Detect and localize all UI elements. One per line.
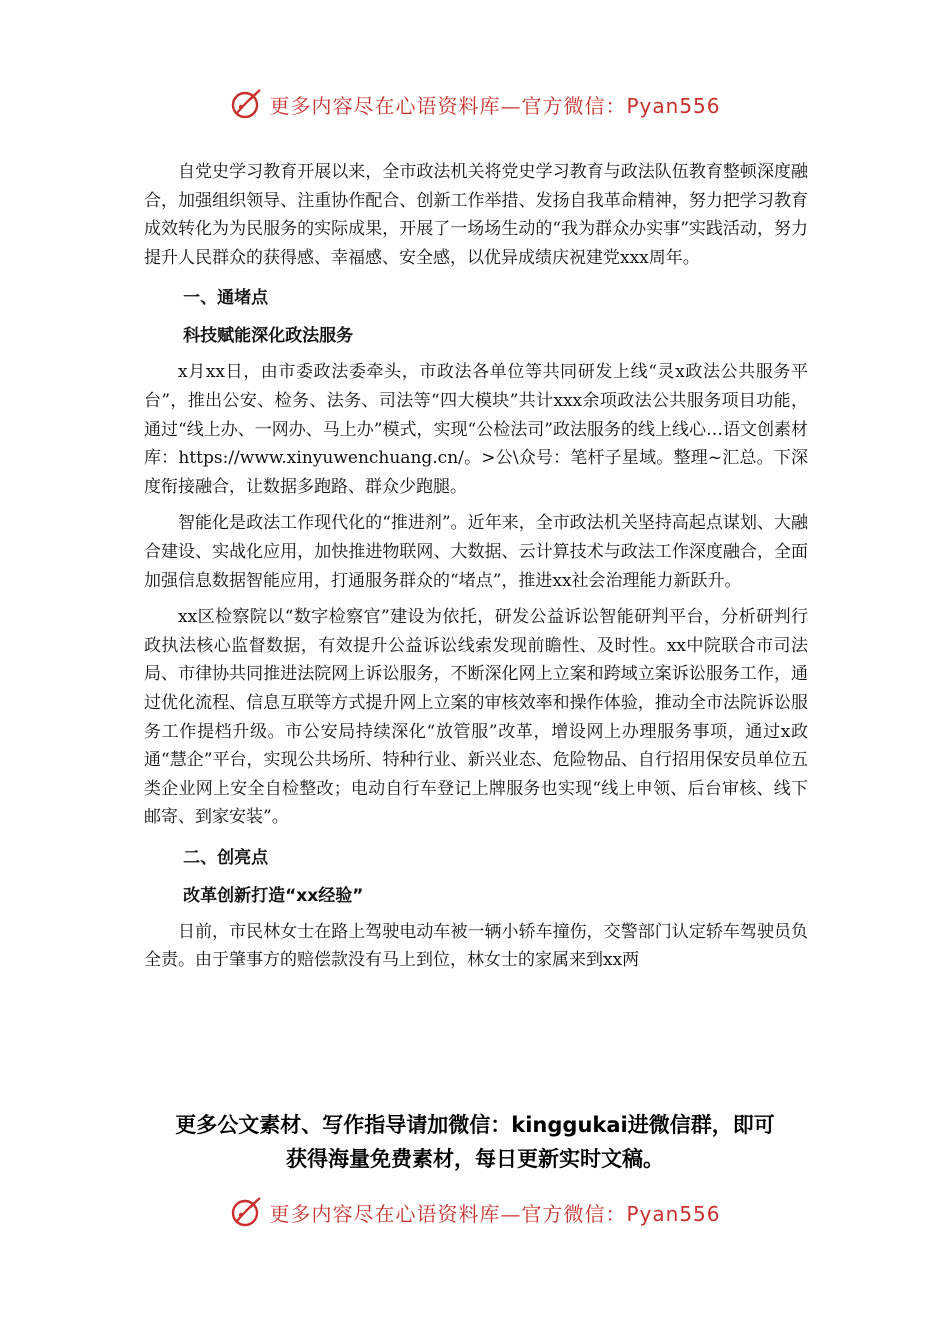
- section-2-paragraph-1: 日前，市民林女士在路上驾驶电动车被一辆小轿车撞伤，交警部门认定轿车驾驶员负全责。由于肇事方的赔偿款没有马上到位，林女士的家属来到xx两: [144, 921, 808, 971]
- section-1-paragraph-3: xx区检察院以“数字检察官”建设为依托，研发公益诉讼智能研判平台，分析研判行政执法核心监督数据，有效提升公益诉讼线索发现前瞻性、及时性。xx中院联合市司法局、市律协共同推进法院网上诉讼服务，不断深化网上立案和跨域立案诉讼服务工作，通过优化流程、信息互联等方式提升网上立案的审核效率和操作体验，推动全市法院诉讼服务工作提档升级。市公安局持续深化“放管服”改革，增设网上办理服务事项，通过x政通“慧企”平台，实现公共场所、特种行业、新兴业态、危险物品、自行招用保安员单位五类企业网上安全自检整改；电动自行车登记上牌服务也实现“线上申领、后台审核、线下邮寄、到家安装”。: [144, 607, 808, 828]
- promo-line-2: 获得海量免费素材，每日更新实时文稿。: [286, 1147, 664, 1171]
- intro-paragraph: 自党史学习教育开展以来，全市政法机关将党史学习教育与政法队伍教育整顿深度融合，加强组织领导、注重协作配合、创新工作举措、发扬自我革命精神，努力把学习教育成效转化为为民服务的实际成果，开展了一场场生动的“我为群众办实事”实践活动，努力提升人民群众的获得感、幸福感、安全感，以优异成绩庆祝建党xxx周年。: [144, 162, 808, 268]
- banner-text: [269, 1198, 720, 1227]
- footer-banner: [0, 1192, 950, 1232]
- promo-line-1: 更多公文素材、写作指导请加微信：kinggukai进微信群，即可: [175, 1113, 775, 1137]
- section-2-heading: 二、创亮点: [183, 847, 269, 868]
- banner-wechat-id: Pyan556: [626, 1201, 721, 1226]
- banner-wechat-id: Pyan556: [626, 93, 721, 118]
- banner-label: 更多内容尽在心语资料库—官方微信：: [269, 93, 627, 118]
- section-1-subheading: 科技赋能深化政法服务: [183, 326, 354, 347]
- banner-text: [269, 90, 720, 119]
- document-body: [144, 158, 808, 975]
- promo-notice: [0, 1108, 950, 1176]
- section-1-heading: 一、通堵点: [183, 288, 269, 309]
- section-1-paragraph-2: 智能化是政法工作现代化的“推进剂”。近年来，全市政法机关坚持高起点谋划、大融合建设、实战化应用，加快推进物联网、大数据、云计算技术与政法工作深度融合，全面加强信息数据智能应用，打通服务群众的“堵点”，推进xx社会治理能力新跃升。: [144, 513, 808, 591]
- banner-label: 更多内容尽在心语资料库—官方微信：: [269, 1201, 627, 1226]
- quill-circle-logo: [229, 1195, 263, 1229]
- section-2-subheading: 改革创新打造“xx经验”: [183, 885, 364, 906]
- quill-circle-logo: [229, 87, 263, 121]
- section-1-paragraph-1: x月xx日，由市委政法委牵头，市政法各单位等共同研发上线“灵x政法公共服务平台”，推出公安、检务、法务、司法等“四大模块”共计xxx余项政法公共服务项目功能，通过“线上办、一网办、马上办”模式，实现“公检法司”政法服务的线上线心…语文创素材库：https://www.xinyuwenchuang.cn/。>公\众号：笔杆子星域。整理~汇总。下深度衔接融合，让数据多跑路、群众少跑腿。: [144, 362, 808, 497]
- header-banner: [0, 84, 950, 124]
